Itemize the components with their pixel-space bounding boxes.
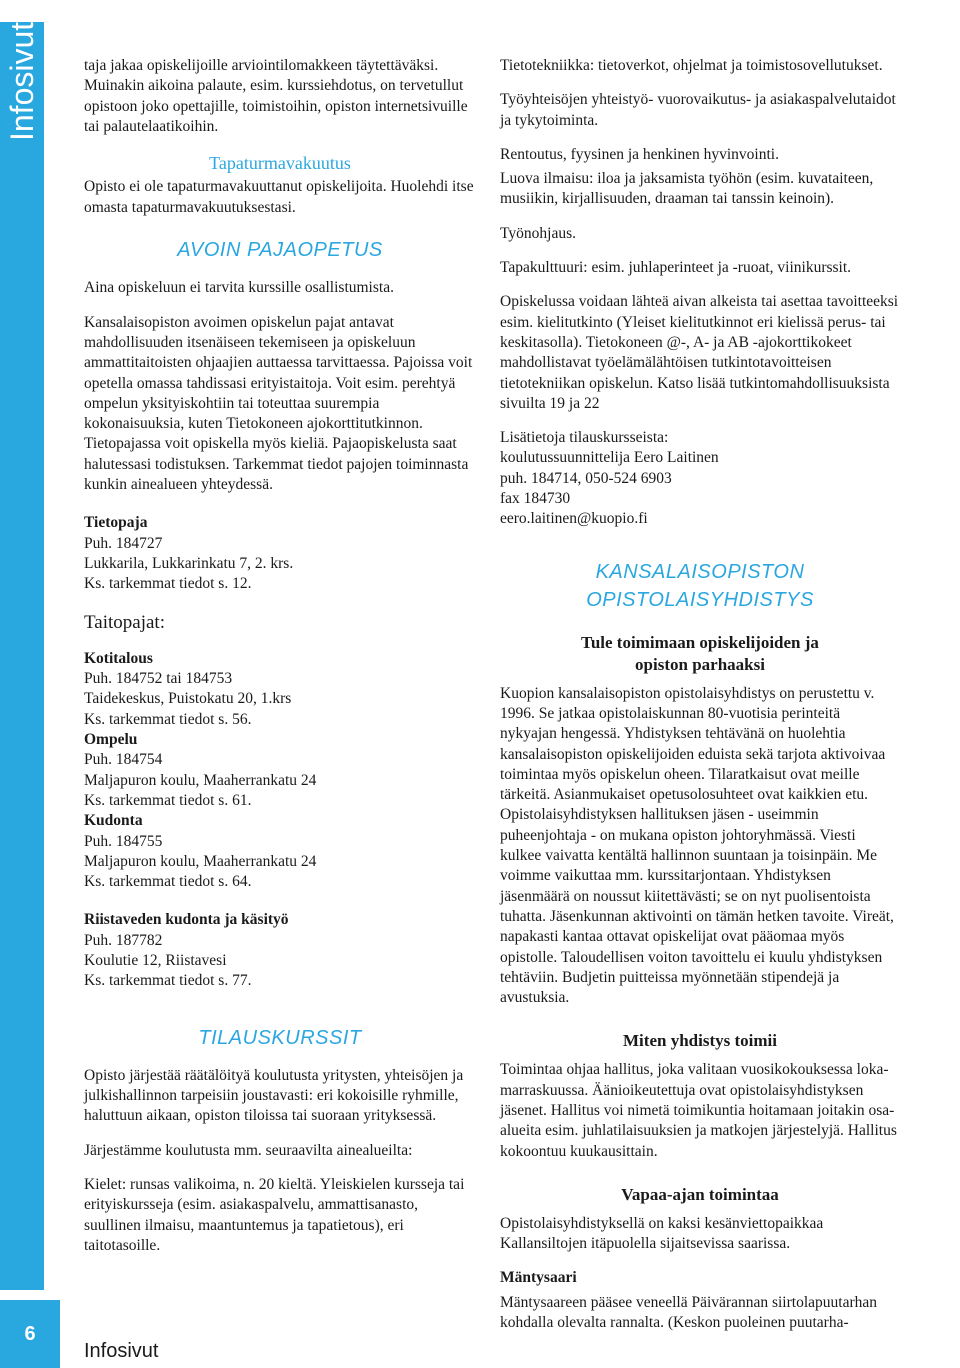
ompelu-block (84, 730, 476, 811)
opistolaisyhdistys-heading (500, 558, 900, 614)
tule-heading-line2: opiston parhaaksi (635, 654, 765, 674)
left-column (84, 56, 476, 1270)
riistavesi-phone: Puh. 187782 (84, 931, 163, 949)
tapaturma-heading: Tapaturmavakuutus (209, 153, 351, 174)
kudonta-block (84, 811, 476, 892)
opistolaisyhdistys-heading-line1: KANSALAISOPISTON (595, 560, 805, 583)
contact-name: koulutussuunnittelija Eero Laitinen (500, 449, 719, 467)
page-number: 6 (0, 1300, 60, 1368)
area-tietotekniikka: Tietotekniikka: tietoverkot, ohjelmat ja toimistosovellutukset. (500, 57, 883, 74)
kudonta-address: Maljapuron koulu, Maaherrankatu 24 (84, 852, 317, 870)
tilaus-areas-intro: Järjestämme koulutusta mm. seuraavilta ainealueilta: (84, 1141, 413, 1159)
contact-fax: fax 184730 (500, 490, 571, 508)
vapaa-heading: Vapaa-ajan toimintaa (621, 1184, 779, 1204)
tule-heading-line1: Tule toimimaan opiskelijoiden ja (581, 632, 819, 652)
riistavesi-ref: Ks. tarkemmat tiedot s. 77. (84, 972, 252, 990)
area-tyonohjaus: Työnohjaus. (500, 224, 576, 242)
tule-text: Kuopion kansalaisopiston opistolaisyhdistys on perustettu v. 1996. Se jatkaa opistolaiskunnan 80-vuotisia perinteitä nykyajan hengessä. Yhdistyksen tehtävänä on huolehtia kansalaisopiston opiskelijoiden eduista sekä tarjota aktivoivaa toimintaa myös opiskelun oheen. Tilaratkaisut ovat meille tärkeitä. Asianmukaiset opetusolosuhteet ovat kaikkien etu. Opistolaisyhdistyksen hallituksen jäsen - useimmin puheenjohtaja - on mukana opiston johtoryhmässä. Viesti kulkee vaivatta kentältä hallinnon suuntaan ja toisinpäin. Me voimme vaikuttaa mm. kurssitarjontaan. Yhdistyksen jäsenmäärä on noussut kiitettävästi; se on nyt puolisentoista tuhatta. Jäsenkunnan aktivointi on tämän hetken tavoite. Vireät, napakasti kantaa ottavat opiskelijat ovat pääomaa myös opistolle. Taloudellisen voiton tavoittelu ei kuulu yhdistyksen tehtäviin. Budjetin puitteissa myönnetään stipendejä ja avustuksia. (500, 684, 894, 1007)
ompelu-ref: Ks. tarkemmat tiedot s. 61. (84, 791, 252, 809)
avoin-intro: Aina opiskeluun ei tarvita kurssille osallistumista. (84, 279, 394, 297)
ompelu-phone: Puh. 184754 (84, 751, 163, 769)
tutkinto-text: Opiskelussa voidaan lähteä aivan alkeista tai asettaa tavoitteeksi esim. kielitutkinto (Yleiset kielitutkinnot eri kielissä perus- tai keskitasolla). Tietokoneen @-, A- ja AB -ajokorttikokeet mahdollistavat työelämälähtöisen tutkintotavoitteisen tietotekniikan opiskelun. Katso lisää tutkintomahdollisuuksista sivuilta 19 ja 22 (500, 293, 899, 412)
riistavesi-block (84, 910, 476, 991)
kotitalous-address: Taidekeskus, Puistokatu 20, 1.krs (84, 690, 292, 708)
mantysaari-text: Mäntysaareen pääsee veneellä Päivärannan siirtolapuutarhan kohdalla olevalta rannalta. (Keskon puoleinen puutarha- (500, 1293, 877, 1332)
tule-heading (500, 632, 900, 676)
side-tab-label: Infosivut (4, 22, 40, 142)
area-rentoutus: Rentoutus, fyysinen ja henkinen hyvinvointi. (500, 145, 779, 163)
vapaa-text: Opistolaisyhdistyksellä on kaksi kesänviettopaikkaa Kallansiltojen itäpuolella sijaitsevissa saarissa. (500, 1214, 824, 1253)
miten-text: Toimintaa ohjaa hallitus, joka valitaan vuosikokouksessa loka-marraskuussa. Äänioikeutettuja ovat opistolaisyhdistyksen jäsenet. Hallitus voi nimetä toimikuntia hoitamaan joitakin osa-alueita esim. juhlatilaisuuksien ja matkojen järjestelyjä. Hallitus kokoontuu kuukausittain. (500, 1061, 897, 1160)
ompelu-title: Ompelu (84, 731, 138, 749)
contact-label: Lisätietoja tilauskursseista: (500, 429, 669, 447)
ompelu-address: Maljapuron koulu, Maaherrankatu 24 (84, 771, 317, 789)
contact-phone: puh. 184714, 050-524 6903 (500, 469, 672, 487)
tilaus-intro: Opisto järjestää räätälöityä koulutusta yritysten, yhteisöjen ja julkishallinnon tarpeisiin joustavasti: eri kokoisille ryhmille, haluttuun aikaan, opiston tiloissa tai suoraan yrityksessä. (84, 1066, 464, 1125)
riistavesi-address: Koulutie 12, Riistavesi (84, 951, 227, 969)
tietopaja-phone: Puh. 184727 (84, 534, 163, 552)
kudonta-ref: Ks. tarkemmat tiedot s. 64. (84, 873, 252, 891)
right-column (500, 56, 900, 1347)
avoin-pajaopetus-heading: AVOIN PAJAOPETUS (177, 239, 383, 262)
riistavesi-title: Riistaveden kudonta ja käsityö (84, 911, 289, 929)
area-tyoyhteiso: Työyhteisöjen yhteistyö- vuorovaikutus- ja asiakaspalvelutaidot ja tykytoiminta. (500, 91, 896, 129)
area-luova-ilmaisu: Luova ilmaisu: iloa ja jaksamista työhön (esim. kuvataiteen, musiikin, kirjallisuuden, draaman tai tanssin keinoin). (500, 170, 874, 208)
miten-heading: Miten yhdistys toimii (623, 1031, 777, 1051)
kudonta-phone: Puh. 184755 (84, 832, 163, 850)
kotitalous-ref: Ks. tarkemmat tiedot s. 56. (84, 710, 252, 728)
contact-email: eero.laitinen@kuopio.fi (500, 510, 648, 528)
avoin-text: Kansalaisopiston avoimen opiskelun pajat antavat mahdollisuuden itsenäiseen tekemiseen ja opiskeluun ammattitaitoisten ohjaajien auttaessa tarvittaessa. Pajoissa voit opetella omassa tahdissasi erityistaitoja. Voit esim. perehtyä ompelun yksityiskohtiin tai toteuttaa suurempia kokonaisuuksia, kuten Tietokoneen ajokorttitutkinnon. Tietopajassa voit opiskella myös kieliä. Pajaopiskelusta saat halutessasi todistuksen. Tarkemmat tiedot pajojen toiminnasta kunkin ainealueen yhteydessä. (84, 313, 473, 494)
tilaus-kielet: Kielet: runsas valikoima, n. 20 kieltä. Yleiskielen kursseja tai erityiskursseja (esim. asiakaspalvelu, ammattisanasto, suullinen ilmaisu, maantuntemus ja tapatietous), eri taitotasoille. (84, 1176, 465, 1254)
footer-label: Infosivut (84, 1340, 159, 1362)
tapaturma-text: Opisto ei ole tapaturmavakuuttanut opiskelijoita. Huolehdi itse omasta tapaturmavakuutuksestasi. (84, 178, 474, 216)
tilauskurssit-heading: TILAUSKURSSIT (198, 1026, 362, 1049)
intro-text: taja jakaa opiskelijoille arviointilomakkeen täytettäväksi. Muinakin aikoina palaute, esim. kurssiehdotus, on tervetullut opistoon joko opettajille, toimistoihin, opiston internetsivuille tai palautelaatikoihin. (84, 57, 468, 135)
tietopaja-block (84, 513, 476, 594)
kotitalous-phone: Puh. 184752 tai 184753 (84, 670, 233, 688)
kotitalous-block (84, 649, 476, 730)
kotitalous-title: Kotitalous (84, 649, 153, 667)
tietopaja-address: Lukkarila, Lukkarinkatu 7, 2. krs. (84, 554, 294, 572)
kudonta-title: Kudonta (84, 812, 143, 830)
taitopajat-heading: Taitopajat: (84, 611, 165, 633)
side-tab (0, 0, 60, 1368)
contact-block (500, 428, 900, 529)
tietopaja-title: Tietopaja (84, 514, 148, 532)
mantysaari-title: Mäntysaari (500, 1269, 577, 1287)
opistolaisyhdistys-heading-line2: OPISTOLAISYHDISTYS (586, 588, 814, 611)
tietopaja-ref: Ks. tarkemmat tiedot s. 12. (84, 575, 252, 593)
area-tapakulttuuri: Tapakulttuuri: esim. juhlaperinteet ja -ruoat, viinikurssit. (500, 259, 852, 277)
